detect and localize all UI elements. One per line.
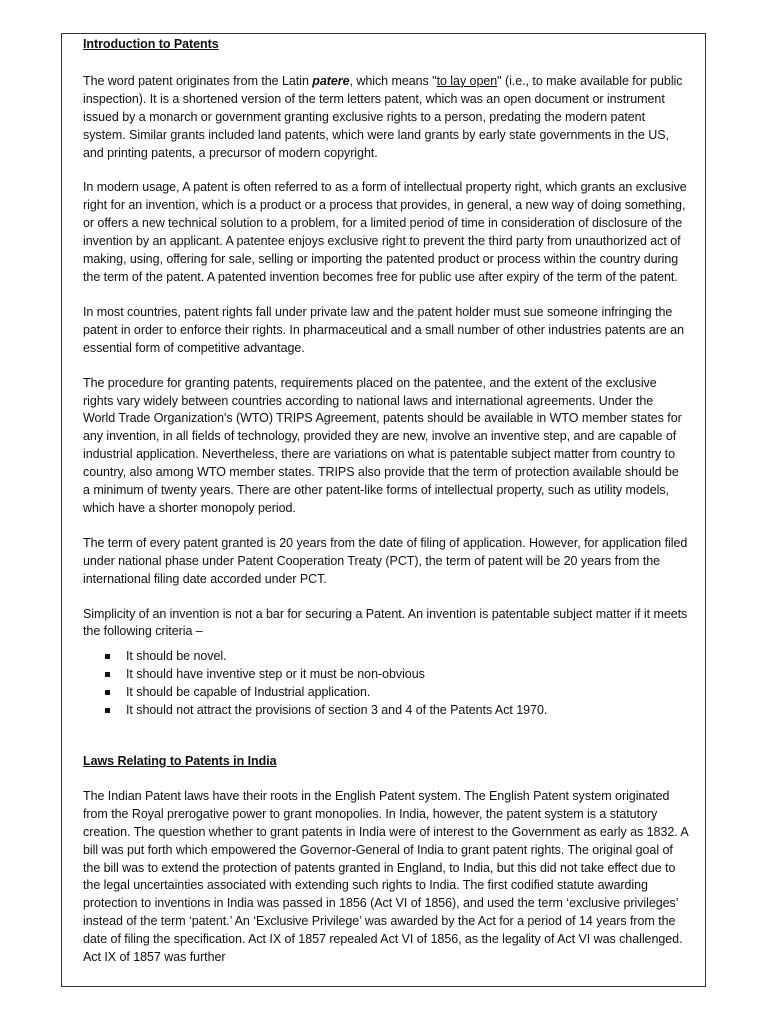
list-item (105, 684, 688, 702)
criteria-text: It should have inventive step or it must be non-obvious (126, 667, 425, 682)
laws-heading: Laws Relating to Patents in India (83, 754, 277, 768)
spacer (83, 771, 688, 788)
criteria-text: It should not attract the provisions of section 3 and 4 of the Patents Act 1970. (126, 703, 548, 718)
spacer (83, 162, 688, 179)
spacer (83, 54, 688, 73)
spacer (83, 720, 688, 753)
intro-paragraph-6: Simplicity of an invention is not a bar for securing a Patent. An invention is patentable subject matter if it meets the following criteria – (83, 606, 688, 639)
meaning-text: to lay open (436, 73, 498, 88)
list-item (105, 666, 688, 684)
square-bullet-icon (105, 672, 110, 677)
latin-word: patere (312, 73, 350, 88)
square-bullet-icon (105, 690, 110, 695)
document-body (83, 36, 688, 967)
intro-paragraph-5: The term of every patent granted is 20 years from the date of filing of application. However, for application filed under national phase under Patent Cooperation Treaty (PCT), the term of patent will be 20 years from the international filing date accorded under PCT. (83, 535, 688, 586)
intro-paragraph-4: The procedure for granting patents, requirements placed on the patentee, and the extent of the exclusive rights vary widely between countries according to national laws and international agreements. Under the World Trade Organization's (WTO) TRIPS Agreement, patents should be available in WTO member states for any invention, in all fields of technology, provided they are new, involve an inventive step, and are capable of industrial application. Nevertheless, there are variations on what is patentable subject matter from country to country, also among WTO member states. TRIPS also provide that the term of protection available should be a minimum of twenty years. There are other patent-like forms of intellectual property, such as utility models, which have a shorter monopoly period. (83, 375, 682, 515)
intro-paragraph-1 (83, 73, 688, 163)
list-item (105, 648, 688, 666)
spacer (83, 589, 688, 606)
square-bullet-icon (105, 654, 110, 659)
list-item (105, 702, 688, 720)
intro-p1-before: The word patent originates from the Latin (83, 73, 313, 88)
intro-p1-middle: , which means " (349, 73, 437, 88)
document-page (61, 33, 706, 987)
intro-heading: Introduction to Patents (83, 37, 219, 51)
spacer (83, 518, 688, 535)
intro-paragraph-2: In modern usage, A patent is often referred to as a form of intellectual property right, which grants an exclusive right for an invention, which is a product or a process that provides, in general, a new way of doing something, or offers a new technical solution to a problem, for a limited period of time in consideration of disclosure of the invention by an applicant. A patentee enjoys exclusive right to prevent the third party from unauthorized act of making, using, offering for sale, selling or importing the patented product or process within the country during the term of the patent. A patented invention becomes free for public use after expiry of the term of the patent. (83, 180, 687, 284)
spacer (83, 358, 688, 375)
square-bullet-icon (105, 708, 110, 713)
criteria-list (83, 648, 688, 720)
intro-paragraph-3: In most countries, patent rights fall under private law and the patent holder must sue someone infringing the patent in order to enforce their rights. In pharmaceutical and a small number of other industries patents are an essential form of competitive advantage. (83, 304, 684, 355)
criteria-text: It should be novel. (126, 649, 227, 664)
intro-p1-after: " (i.e., to make available for public inspection). It is a shortened version of the term letters patent, which was an open document or instrument issued by a monarch or government granting exclusive rights to a person, predating the modern patent system. Similar grants included land patents, which were land grants by early state governments in the US, and printing patents, a precursor of modern copyright. (83, 73, 683, 160)
spacer (83, 287, 688, 304)
criteria-text: It should be capable of Industrial application. (126, 685, 371, 700)
laws-paragraph-1: The Indian Patent laws have their roots in the English Patent system. The English Patent system originated from the Royal prerogative power to grant monopolies. In India, however, the patent system is a statutory creation. The question whether to grant patents in India were of interest to the Government as early as 1832. A bill was put forth which empowered the Governor-General of India to grant patent rights. The original goal of the bill was to extend the protection of patents granted in England, to India, but this did not take effect due to the legal uncertainties associated with extending such rights to India. The first codified statute awarding protection to inventions in India was passed in 1856 (Act VI of 1856), and used the term ‘exclusive privileges’ instead of the term ‘patent.’ An ‘Exclusive Privilege’ was awarded by the Act for a period of 14 years from the date of filing the specification. Act IX of 1857 repealed Act VI of 1856, as the legality of Act VI was challenged. Act IX of 1857 was further (83, 788, 689, 965)
